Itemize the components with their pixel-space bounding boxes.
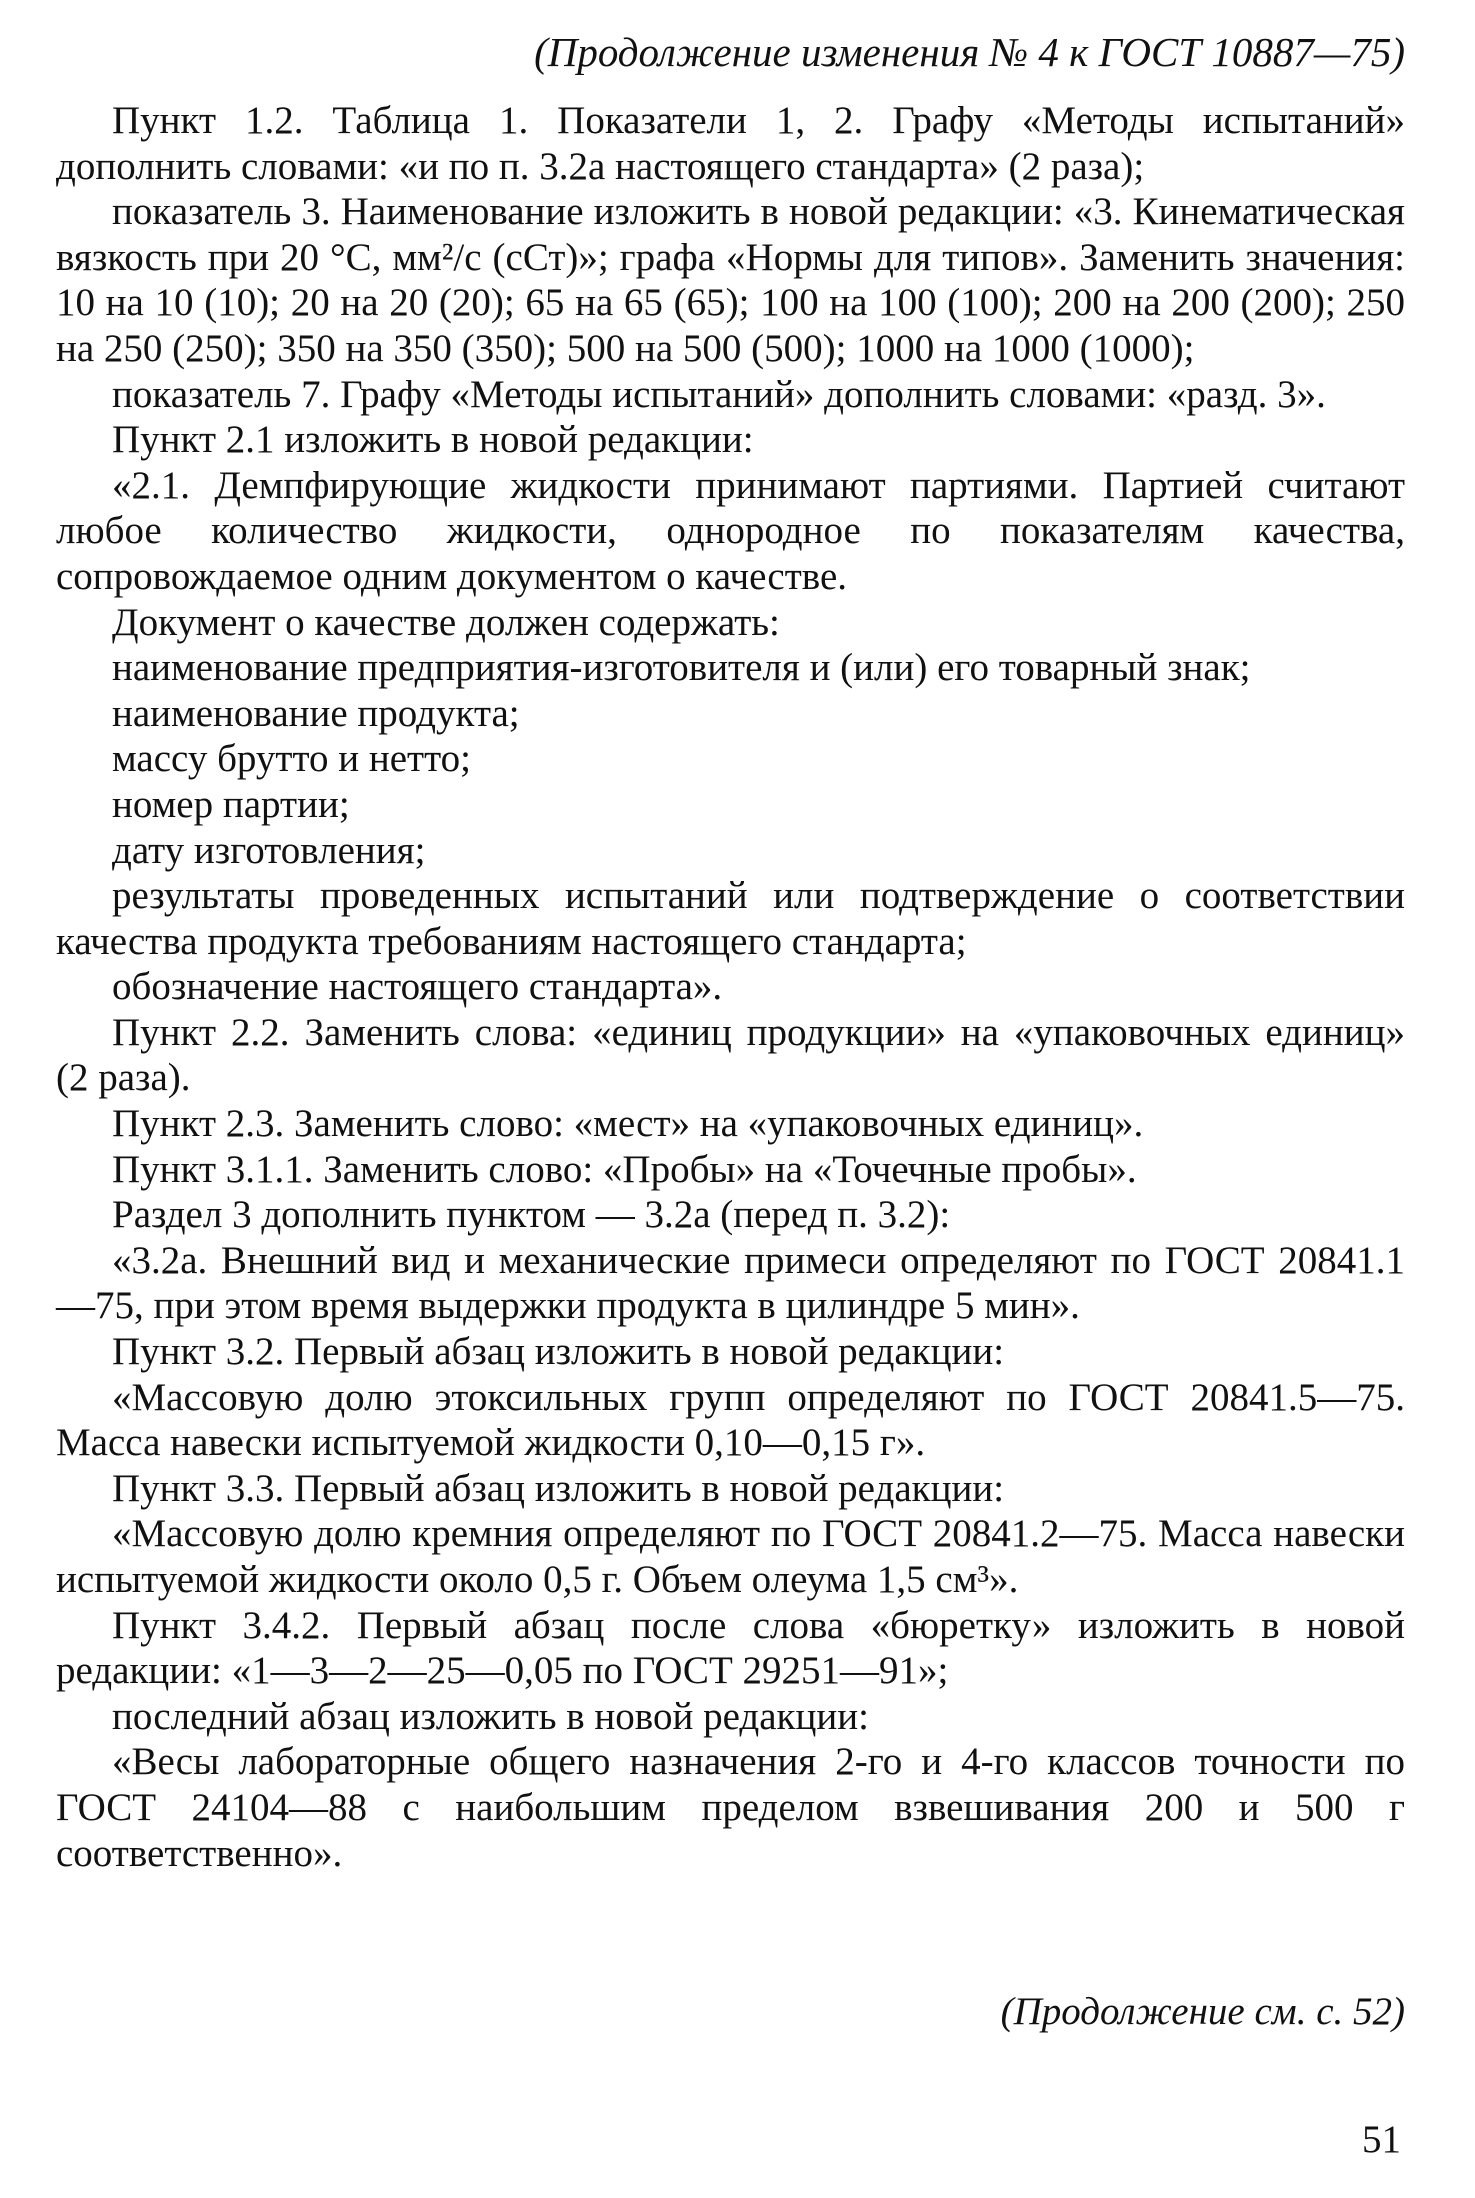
paragraph-10: Раздел 3 дополнить пунктом — 3.2а (перед п. 3.2): — [112, 1193, 951, 1237]
paragraph-14: Пункт 3.3. Первый абзац изложить в новой редакции: — [112, 1466, 1005, 1510]
paragraph-1: Пункт 1.2. Таблица 1. Показатели 1, 2. Графу «Методы испытаний» дополнить словами: «и по п. 3.2а настоящего стандарта» (2 раза); — [56, 99, 1405, 188]
paragraph-18: «Весы лабораторные общего назначения 2-го и 4-го классов точности по ГОСТ 24104—88 с наибольшим пределом взвешивания 200 и 500 г соответственно». — [56, 1740, 1405, 1875]
list-item-4: номер партии; — [112, 782, 350, 826]
list-item-1: наименование предприятия-изготовителя и (или) его товарный знак; — [112, 646, 1251, 690]
list-item-6: результаты проведенных испытаний или подтверждение о соответствии качества продукта требованиям настоящего стандарта; — [56, 874, 1405, 963]
paragraph-11: «3.2а. Внешний вид и механические примеси определяют по ГОСТ 20841.1—75, при этом время выдержки продукта в цилиндре 5 мин». — [56, 1238, 1405, 1328]
list-item-2: наименование продукта; — [112, 691, 520, 735]
paragraph-6: Документ о качестве должен содержать: — [112, 600, 780, 644]
list-item-7: обозначение настоящего стандарта». — [112, 965, 723, 1009]
paragraph-12: Пункт 3.2. Первый абзац изложить в новой редакции: — [112, 1330, 1005, 1374]
paragraph-3: показатель 7. Графу «Методы испытаний» дополнить словами: «разд. 3». — [112, 372, 1326, 416]
paragraph-8: Пункт 2.3. Заменить слово: «мест» на «упаковочных единиц». — [112, 1102, 1144, 1146]
paragraph-7: Пункт 2.2. Заменить слова: «единиц продукции» на «упаковочных единиц» (2 раза). — [56, 1010, 1405, 1100]
paragraph-4: Пункт 2.1 изложить в новой редакции: — [112, 418, 754, 462]
paragraph-15: «Массовую долю кремния определяют по ГОСТ 20841.2—75. Масса навески испытуемой жидкости около 0,5 г. Объем олеума 1,5 см³». — [56, 1512, 1405, 1601]
running-header: (Продолжение изменения № 4 к ГОСТ 10887—75) — [534, 29, 1405, 75]
paragraph-17: последний абзац изложить в новой редакции: — [112, 1694, 869, 1738]
paragraph-2: показатель 3. Наименование изложить в новой редакции: «3. Кинематическая вязкость при 20 °С, мм²/с (сСт)»; графа «Нормы для типов». Заменить значения: 10 на 10 (10); 20 на 20 (20); 65 на 65 (65); 100 на 100 (100); 200 на 200 (200); 250 на 250 (250); 350 на 350 (350); 500 на 500 (500); 1000 на 1000 (1000); — [56, 190, 1405, 370]
document-page — [56, 28, 1405, 1876]
page-number: 51 — [1362, 2118, 1401, 2161]
list-item-3: массу брутто и нетто; — [112, 737, 471, 781]
list-item-5: дату изготовления; — [112, 828, 426, 872]
document-body — [56, 98, 1405, 1876]
paragraph-5: «2.1. Демпфирующие жидкости принимают партиями. Партией считают любое количество жидкости, однородное по показателям качества, сопровождаемое одним документом о качестве. — [56, 463, 1405, 598]
paragraph-13: «Массовую долю этоксильных групп определяют по ГОСТ 20841.5—75. Масса навески испытуемой жидкости 0,10—0,15 г». — [56, 1375, 1405, 1465]
paragraph-9: Пункт 3.1.1. Заменить слово: «Пробы» на «Точечные пробы». — [112, 1147, 1137, 1191]
continuation-note: (Продолжение см. с. 52) — [1000, 1990, 1405, 2033]
paragraph-16: Пункт 3.4.2. Первый абзац после слова «бюретку» изложить в новой редакции: «1—3—2—25—0,05 по ГОСТ 29251—91»; — [56, 1603, 1405, 1693]
